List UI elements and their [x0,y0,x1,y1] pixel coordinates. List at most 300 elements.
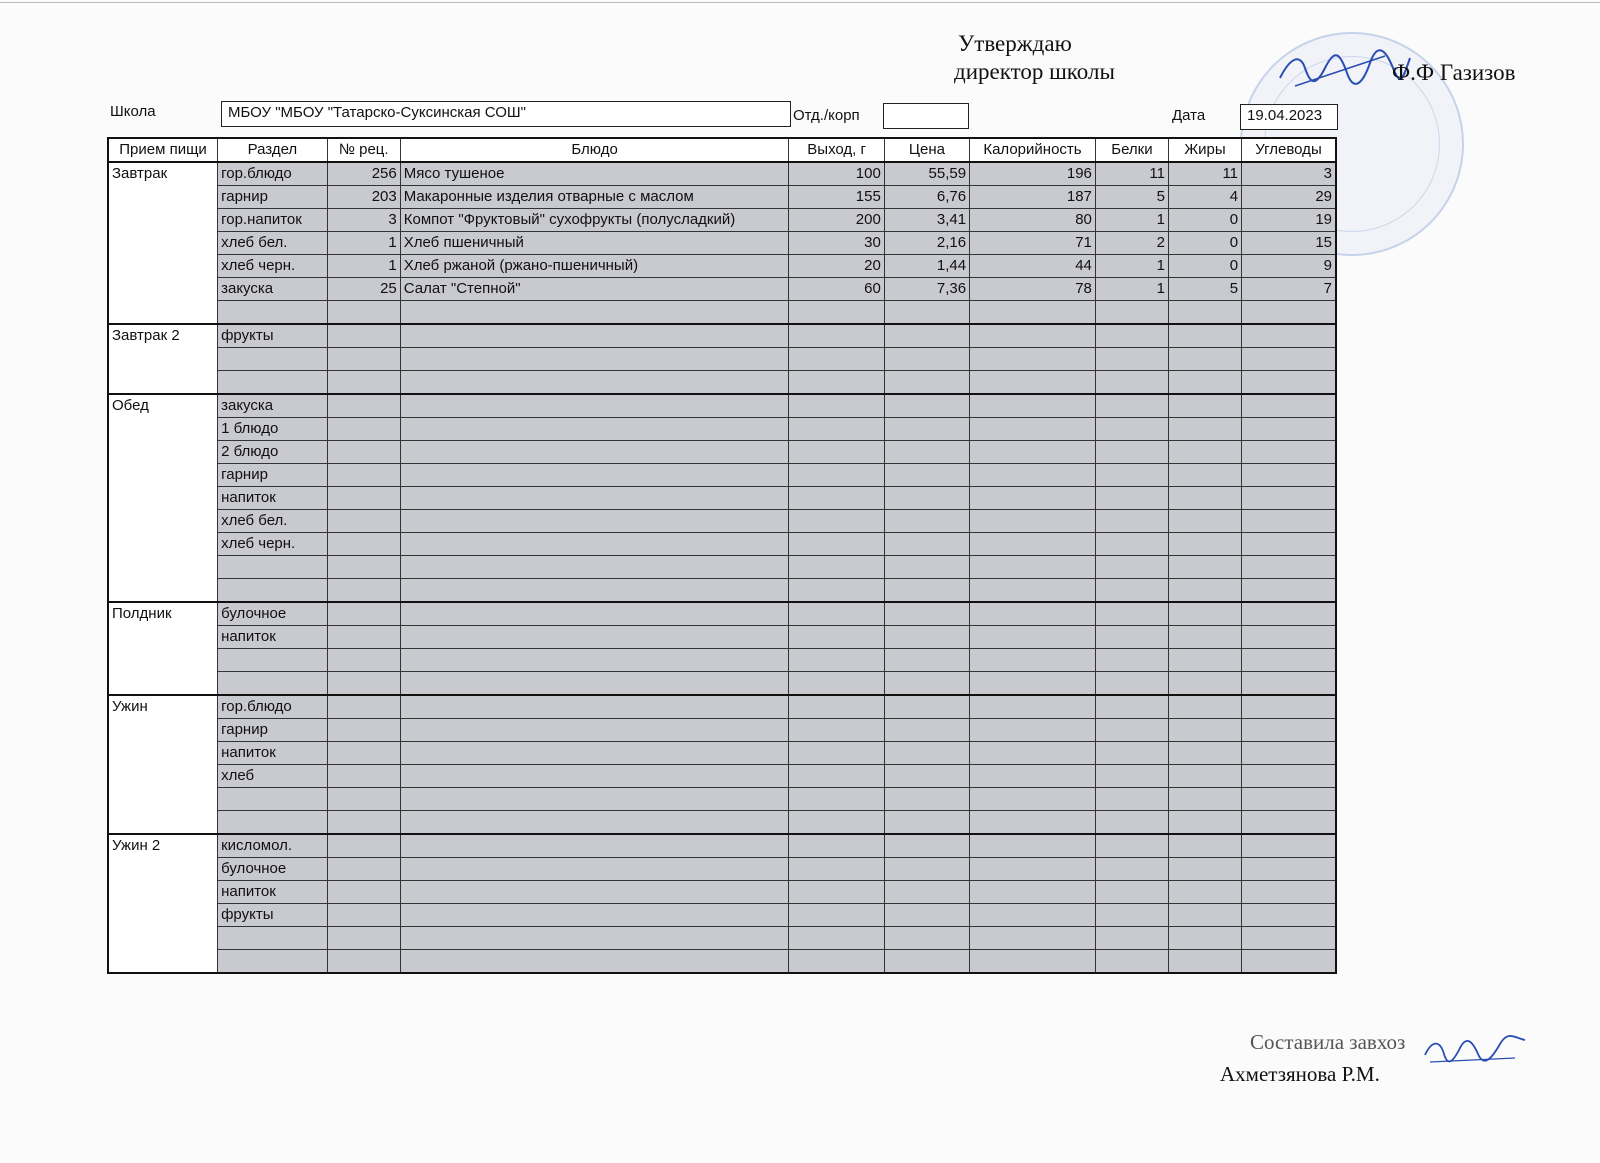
cell-carbs[interactable]: 3 [1242,162,1336,186]
cell-price[interactable]: 2,16 [884,232,969,255]
cell-fat[interactable] [1168,765,1241,788]
cell-calories[interactable] [970,742,1096,765]
cell-section[interactable]: гарнир [218,464,328,487]
cell-calories[interactable] [970,858,1096,881]
cell-protein[interactable] [1095,858,1168,881]
cell-protein[interactable]: 2 [1095,232,1168,255]
cell-protein[interactable] [1095,464,1168,487]
cell-protein[interactable] [1095,695,1168,719]
cell-protein[interactable] [1095,418,1168,441]
cell-price[interactable] [884,394,969,418]
cell-protein[interactable] [1095,394,1168,418]
cell-section[interactable]: закуска [218,278,328,301]
cell-carbs[interactable] [1242,487,1336,510]
cell-dish[interactable] [400,348,789,371]
cell-fat[interactable] [1168,301,1241,325]
cell-fat[interactable] [1168,324,1241,348]
cell-price[interactable] [884,324,969,348]
cell-carbs[interactable] [1242,418,1336,441]
cell-carbs[interactable] [1242,649,1336,672]
cell-price[interactable] [884,672,969,696]
cell-fat[interactable] [1168,811,1241,835]
cell-fat[interactable]: 5 [1168,278,1241,301]
cell-dish[interactable] [400,602,789,626]
cell-carbs[interactable] [1242,626,1336,649]
cell-protein[interactable] [1095,626,1168,649]
cell-section[interactable]: хлеб бел. [218,232,328,255]
cell-protein[interactable] [1095,533,1168,556]
cell-section[interactable]: гарнир [218,719,328,742]
school-field[interactable]: МБОУ "МБОУ "Татарско-Суксинская СОШ" [221,101,791,127]
cell-carbs[interactable] [1242,579,1336,603]
cell-dish[interactable] [400,301,789,325]
cell-carbs[interactable] [1242,464,1336,487]
cell-recipe[interactable] [327,556,400,579]
cell-dish[interactable] [400,579,789,603]
cell-fat[interactable] [1168,695,1241,719]
cell-price[interactable]: 55,59 [884,162,969,186]
cell-protein[interactable] [1095,348,1168,371]
cell-price[interactable]: 6,76 [884,186,969,209]
cell-fat[interactable] [1168,579,1241,603]
cell-calories[interactable] [970,418,1096,441]
dept-field[interactable] [883,103,969,129]
cell-price[interactable] [884,695,969,719]
cell-recipe[interactable] [327,441,400,464]
cell-output[interactable] [789,834,884,858]
cell-dish[interactable] [400,672,789,696]
cell-carbs[interactable] [1242,765,1336,788]
cell-calories[interactable]: 44 [970,255,1096,278]
cell-fat[interactable] [1168,904,1241,927]
cell-protein[interactable]: 1 [1095,209,1168,232]
cell-fat[interactable] [1168,950,1241,974]
cell-fat[interactable] [1168,927,1241,950]
cell-dish[interactable] [400,788,789,811]
cell-recipe[interactable]: 25 [327,278,400,301]
cell-section[interactable] [218,348,328,371]
cell-dish[interactable]: Макаронные изделия отварные с маслом [400,186,789,209]
cell-fat[interactable] [1168,487,1241,510]
cell-dish[interactable] [400,811,789,835]
cell-calories[interactable]: 80 [970,209,1096,232]
cell-fat[interactable] [1168,371,1241,395]
cell-recipe[interactable] [327,834,400,858]
cell-dish[interactable] [400,556,789,579]
cell-price[interactable] [884,765,969,788]
cell-output[interactable] [789,301,884,325]
cell-dish[interactable]: Салат "Степной" [400,278,789,301]
cell-dish[interactable] [400,394,789,418]
cell-carbs[interactable] [1242,695,1336,719]
cell-fat[interactable] [1168,881,1241,904]
cell-output[interactable] [789,950,884,974]
cell-dish[interactable]: Хлеб ржаной (ржано-пшеничный) [400,255,789,278]
cell-protein[interactable] [1095,672,1168,696]
cell-carbs[interactable] [1242,556,1336,579]
cell-protein[interactable] [1095,441,1168,464]
cell-calories[interactable] [970,904,1096,927]
cell-fat[interactable] [1168,672,1241,696]
cell-carbs[interactable] [1242,950,1336,974]
cell-section[interactable]: гор.напиток [218,209,328,232]
cell-fat[interactable] [1168,719,1241,742]
cell-price[interactable] [884,418,969,441]
cell-protein[interactable] [1095,834,1168,858]
cell-recipe[interactable] [327,579,400,603]
cell-carbs[interactable] [1242,394,1336,418]
cell-dish[interactable] [400,441,789,464]
cell-dish[interactable] [400,533,789,556]
cell-protein[interactable] [1095,904,1168,927]
cell-dish[interactable]: Хлеб пшеничный [400,232,789,255]
cell-carbs[interactable]: 19 [1242,209,1336,232]
cell-dish[interactable] [400,950,789,974]
cell-carbs[interactable] [1242,881,1336,904]
cell-carbs[interactable]: 15 [1242,232,1336,255]
cell-price[interactable] [884,742,969,765]
cell-fat[interactable] [1168,742,1241,765]
cell-calories[interactable] [970,672,1096,696]
cell-protein[interactable] [1095,927,1168,950]
cell-section[interactable]: напиток [218,881,328,904]
cell-section[interactable]: булочное [218,858,328,881]
cell-output[interactable] [789,719,884,742]
cell-carbs[interactable] [1242,811,1336,835]
cell-dish[interactable] [400,858,789,881]
cell-section[interactable]: хлеб бел. [218,510,328,533]
cell-recipe[interactable] [327,672,400,696]
cell-price[interactable] [884,811,969,835]
cell-protein[interactable]: 11 [1095,162,1168,186]
cell-dish[interactable]: Мясо тушеное [400,162,789,186]
cell-price[interactable] [884,719,969,742]
cell-price[interactable] [884,371,969,395]
cell-dish[interactable] [400,324,789,348]
cell-dish[interactable] [400,626,789,649]
cell-price[interactable] [884,441,969,464]
cell-protein[interactable] [1095,811,1168,835]
cell-protein[interactable] [1095,602,1168,626]
cell-section[interactable] [218,927,328,950]
cell-price[interactable] [884,950,969,974]
cell-carbs[interactable] [1242,602,1336,626]
cell-calories[interactable] [970,301,1096,325]
cell-protein[interactable] [1095,371,1168,395]
cell-output[interactable] [789,556,884,579]
cell-protein[interactable] [1095,579,1168,603]
cell-carbs[interactable] [1242,719,1336,742]
cell-protein[interactable] [1095,301,1168,325]
cell-recipe[interactable] [327,742,400,765]
cell-recipe[interactable] [327,533,400,556]
cell-dish[interactable] [400,464,789,487]
cell-dish[interactable] [400,371,789,395]
cell-recipe[interactable] [327,950,400,974]
cell-price[interactable]: 3,41 [884,209,969,232]
cell-section[interactable]: хлеб [218,765,328,788]
cell-fat[interactable]: 4 [1168,186,1241,209]
cell-carbs[interactable] [1242,858,1336,881]
cell-dish[interactable] [400,881,789,904]
cell-price[interactable] [884,464,969,487]
cell-dish[interactable] [400,418,789,441]
cell-carbs[interactable] [1242,301,1336,325]
cell-output[interactable] [789,394,884,418]
cell-section[interactable]: напиток [218,626,328,649]
cell-dish[interactable] [400,927,789,950]
cell-calories[interactable] [970,487,1096,510]
cell-calories[interactable]: 196 [970,162,1096,186]
cell-output[interactable] [789,881,884,904]
cell-section[interactable] [218,649,328,672]
cell-output[interactable] [789,464,884,487]
cell-fat[interactable] [1168,348,1241,371]
cell-protein[interactable] [1095,510,1168,533]
cell-recipe[interactable] [327,510,400,533]
cell-calories[interactable] [970,533,1096,556]
cell-fat[interactable] [1168,858,1241,881]
cell-output[interactable] [789,579,884,603]
cell-protein[interactable] [1095,765,1168,788]
cell-carbs[interactable] [1242,510,1336,533]
cell-output[interactable] [789,324,884,348]
cell-fat[interactable] [1168,418,1241,441]
cell-price[interactable] [884,301,969,325]
cell-output[interactable] [789,672,884,696]
cell-calories[interactable] [970,441,1096,464]
cell-output[interactable] [789,487,884,510]
cell-dish[interactable] [400,487,789,510]
cell-dish[interactable] [400,510,789,533]
cell-recipe[interactable] [327,464,400,487]
cell-fat[interactable] [1168,464,1241,487]
cell-calories[interactable] [970,950,1096,974]
cell-section[interactable] [218,301,328,325]
cell-price[interactable] [884,533,969,556]
cell-dish[interactable] [400,834,789,858]
cell-carbs[interactable] [1242,441,1336,464]
cell-output[interactable]: 155 [789,186,884,209]
cell-output[interactable] [789,441,884,464]
cell-recipe[interactable] [327,765,400,788]
cell-carbs[interactable] [1242,371,1336,395]
cell-protein[interactable]: 5 [1095,186,1168,209]
cell-output[interactable] [789,927,884,950]
cell-price[interactable]: 1,44 [884,255,969,278]
cell-output[interactable] [789,765,884,788]
cell-calories[interactable] [970,510,1096,533]
cell-section[interactable] [218,556,328,579]
cell-section[interactable] [218,579,328,603]
cell-carbs[interactable] [1242,348,1336,371]
cell-recipe[interactable] [327,487,400,510]
cell-recipe[interactable] [327,602,400,626]
cell-recipe[interactable] [327,649,400,672]
cell-section[interactable]: гор.блюдо [218,695,328,719]
cell-recipe[interactable] [327,626,400,649]
cell-fat[interactable] [1168,533,1241,556]
date-field[interactable]: 19.04.2023 [1240,104,1338,130]
cell-calories[interactable]: 187 [970,186,1096,209]
cell-fat[interactable] [1168,602,1241,626]
cell-dish[interactable] [400,742,789,765]
cell-carbs[interactable]: 9 [1242,255,1336,278]
cell-price[interactable] [884,556,969,579]
cell-recipe[interactable]: 256 [327,162,400,186]
cell-section[interactable]: фрукты [218,904,328,927]
cell-output[interactable] [789,811,884,835]
cell-output[interactable] [789,904,884,927]
cell-section[interactable] [218,811,328,835]
cell-carbs[interactable] [1242,672,1336,696]
cell-dish[interactable]: Компот "Фруктовый" сухофрукты (полусладкий) [400,209,789,232]
cell-output[interactable]: 30 [789,232,884,255]
cell-protein[interactable] [1095,788,1168,811]
cell-price[interactable] [884,927,969,950]
cell-recipe[interactable] [327,788,400,811]
cell-output[interactable]: 60 [789,278,884,301]
cell-recipe[interactable] [327,904,400,927]
cell-output[interactable] [789,695,884,719]
cell-price[interactable] [884,788,969,811]
cell-recipe[interactable] [327,811,400,835]
cell-output[interactable] [789,602,884,626]
cell-fat[interactable] [1168,834,1241,858]
cell-dish[interactable] [400,695,789,719]
cell-section[interactable]: гарнир [218,186,328,209]
cell-section[interactable]: кисломол. [218,834,328,858]
cell-recipe[interactable]: 1 [327,255,400,278]
cell-price[interactable] [884,510,969,533]
cell-fat[interactable] [1168,649,1241,672]
cell-recipe[interactable]: 1 [327,232,400,255]
cell-fat[interactable]: 11 [1168,162,1241,186]
cell-fat[interactable] [1168,556,1241,579]
cell-fat[interactable] [1168,788,1241,811]
cell-recipe[interactable] [327,418,400,441]
cell-calories[interactable] [970,695,1096,719]
cell-section[interactable] [218,950,328,974]
cell-carbs[interactable]: 29 [1242,186,1336,209]
cell-recipe[interactable]: 3 [327,209,400,232]
cell-output[interactable]: 200 [789,209,884,232]
cell-price[interactable] [884,904,969,927]
cell-output[interactable] [789,371,884,395]
cell-section[interactable]: напиток [218,742,328,765]
cell-dish[interactable] [400,649,789,672]
cell-price[interactable] [884,348,969,371]
cell-calories[interactable] [970,811,1096,835]
cell-calories[interactable]: 78 [970,278,1096,301]
cell-output[interactable] [789,649,884,672]
cell-calories[interactable] [970,556,1096,579]
cell-fat[interactable] [1168,510,1241,533]
cell-carbs[interactable] [1242,742,1336,765]
cell-calories[interactable] [970,394,1096,418]
cell-protein[interactable] [1095,556,1168,579]
cell-output[interactable] [789,788,884,811]
cell-protein[interactable] [1095,649,1168,672]
cell-calories[interactable] [970,881,1096,904]
cell-recipe[interactable] [327,927,400,950]
cell-section[interactable]: закуска [218,394,328,418]
cell-recipe[interactable] [327,324,400,348]
cell-carbs[interactable] [1242,834,1336,858]
cell-output[interactable] [789,418,884,441]
cell-carbs[interactable]: 7 [1242,278,1336,301]
cell-output[interactable] [789,626,884,649]
cell-output[interactable] [789,742,884,765]
cell-calories[interactable] [970,834,1096,858]
cell-section[interactable] [218,371,328,395]
cell-recipe[interactable] [327,858,400,881]
cell-fat[interactable] [1168,441,1241,464]
cell-carbs[interactable] [1242,927,1336,950]
cell-fat[interactable]: 0 [1168,255,1241,278]
cell-protein[interactable]: 1 [1095,278,1168,301]
cell-price[interactable] [884,626,969,649]
cell-calories[interactable]: 71 [970,232,1096,255]
cell-fat[interactable]: 0 [1168,232,1241,255]
cell-recipe[interactable] [327,348,400,371]
cell-recipe[interactable] [327,301,400,325]
cell-output[interactable] [789,510,884,533]
cell-price[interactable] [884,649,969,672]
cell-output[interactable] [789,533,884,556]
cell-section[interactable]: хлеб черн. [218,255,328,278]
cell-protein[interactable]: 1 [1095,255,1168,278]
cell-section[interactable]: 2 блюдо [218,441,328,464]
cell-price[interactable] [884,487,969,510]
cell-output[interactable]: 20 [789,255,884,278]
cell-fat[interactable] [1168,394,1241,418]
cell-carbs[interactable] [1242,533,1336,556]
cell-calories[interactable] [970,765,1096,788]
cell-dish[interactable] [400,904,789,927]
cell-dish[interactable] [400,765,789,788]
cell-section[interactable] [218,672,328,696]
cell-calories[interactable] [970,371,1096,395]
cell-section[interactable]: 1 блюдо [218,418,328,441]
cell-dish[interactable] [400,719,789,742]
cell-calories[interactable] [970,464,1096,487]
cell-calories[interactable] [970,602,1096,626]
cell-output[interactable] [789,348,884,371]
cell-carbs[interactable] [1242,324,1336,348]
cell-recipe[interactable] [327,881,400,904]
cell-section[interactable]: булочное [218,602,328,626]
cell-recipe[interactable] [327,695,400,719]
cell-recipe[interactable] [327,719,400,742]
cell-protein[interactable] [1095,719,1168,742]
cell-protein[interactable] [1095,487,1168,510]
cell-price[interactable] [884,834,969,858]
cell-price[interactable] [884,602,969,626]
cell-protein[interactable] [1095,950,1168,974]
cell-price[interactable] [884,579,969,603]
cell-price[interactable] [884,858,969,881]
cell-section[interactable] [218,788,328,811]
cell-price[interactable]: 7,36 [884,278,969,301]
cell-protein[interactable] [1095,324,1168,348]
cell-recipe[interactable]: 203 [327,186,400,209]
cell-recipe[interactable] [327,394,400,418]
cell-carbs[interactable] [1242,788,1336,811]
cell-recipe[interactable] [327,371,400,395]
cell-fat[interactable]: 0 [1168,209,1241,232]
cell-calories[interactable] [970,626,1096,649]
